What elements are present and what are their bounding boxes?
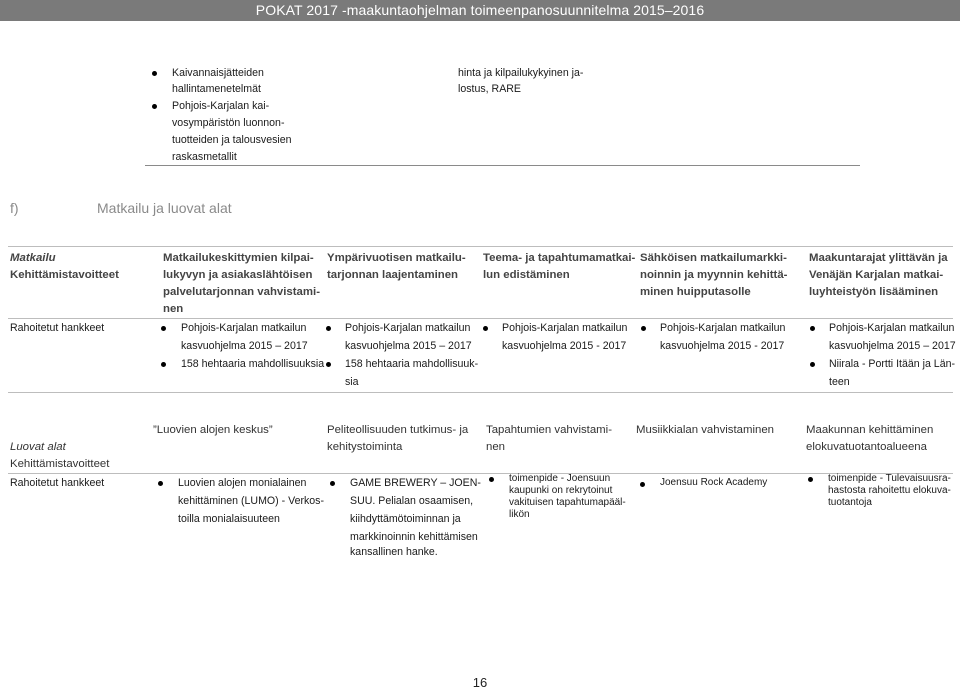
goal-line: Musiikkialan vahvistaminen <box>636 424 775 436</box>
table-rule <box>8 246 953 247</box>
project-line: Pohjois-Karjalan matkailun <box>660 322 786 334</box>
funded-label: Rahoitetut hankkeet <box>10 322 105 334</box>
bullet <box>152 104 157 109</box>
bullet <box>641 326 646 331</box>
divider <box>145 165 860 166</box>
project-line: SUU. Pelialan osaamisen, <box>350 495 474 507</box>
project-line: toimenpide - Tulevaisuusra- <box>828 473 951 484</box>
row-subtitle: Kehittämistavoitteet <box>10 458 110 470</box>
bullet <box>810 326 815 331</box>
goal-line: tarjonnan laajentaminen <box>327 269 459 281</box>
top-left-item-line: hallintamenetelmät <box>172 83 261 95</box>
top-left-item-line: tuotteiden ja talousvesien <box>172 134 292 146</box>
project-line: GAME BREWERY – JOEN- <box>350 477 481 489</box>
goal-line: Maakunnan kehittäminen <box>806 424 934 436</box>
page-number: 16 <box>472 675 488 688</box>
project-line: Pohjois-Karjalan matkailun <box>181 322 307 334</box>
goal-line: Sähköisen matkailumarkki- <box>640 252 787 264</box>
project-line: 158 hehtaaria mahdollisuuk- <box>345 358 479 370</box>
goal-line: noinnin ja myynnin kehittä- <box>640 269 788 281</box>
project-line: teen <box>829 376 850 388</box>
project-line: Pohjois-Karjalan matkailun <box>345 322 471 334</box>
goal-line: nen <box>163 303 184 315</box>
goal-line: Maakuntarajat ylittävän ja <box>809 252 948 264</box>
bullet <box>161 362 166 367</box>
project-line: toilla monialaisuuteen <box>178 513 280 525</box>
bullet <box>158 481 163 486</box>
goal-line: luyhteistyön lisääminen <box>809 286 939 298</box>
project-line: Luovien alojen monialainen <box>178 477 307 489</box>
top-right-line: lostus, RARE <box>458 83 521 95</box>
goal-line: Teema- ja tapahtumamatkai- <box>483 252 636 264</box>
bullet <box>330 481 335 486</box>
top-left-item-line: raskasmetallit <box>172 151 237 163</box>
project-line: Pohjois-Karjalan matkailun <box>502 322 628 334</box>
table-rule <box>8 318 953 319</box>
goal-line: Venäjän Karjalan matkai- <box>809 269 944 281</box>
goal-line: minen huipputasolle <box>640 286 751 298</box>
goal-line: ”Luovien alojen keskus” <box>153 424 273 436</box>
table-rule <box>8 473 953 474</box>
goal-line: kehitystoiminta <box>327 441 403 453</box>
project-line: toimenpide - Joensuun <box>509 473 611 484</box>
row-subtitle: Kehittämistavoitteet <box>10 269 119 281</box>
project-line: kasvuohjelma 2015 - 2017 <box>502 340 627 352</box>
project-line: Joensuu Rock Academy <box>660 477 768 488</box>
bullet <box>326 362 331 367</box>
project-line: kasvuohjelma 2015 – 2017 <box>829 340 956 352</box>
bullet <box>326 326 331 331</box>
project-line: kasvuohjelma 2015 - 2017 <box>660 340 785 352</box>
bullet <box>152 71 157 76</box>
goal-line: Matkailukeskittymien kilpai- <box>163 252 314 264</box>
goal-line: Tapahtumien vahvistami- <box>486 424 612 436</box>
project-line: kasvuohjelma 2015 – 2017 <box>181 340 308 352</box>
bullet <box>483 326 488 331</box>
goal-line: nen <box>486 441 506 453</box>
bullet <box>489 477 494 482</box>
goal-line: palvelutarjonnan vahvistami- <box>163 286 320 298</box>
goal-line: Ympärivuotisen matkailu- <box>327 252 466 264</box>
goal-line: Peliteollisuuden tutkimus- ja <box>327 424 469 436</box>
project-line: vakituisen tapahtumapääl- <box>509 497 626 508</box>
project-line: kansallinen hanke. <box>350 546 438 558</box>
project-line: kiihdyttämötoiminnan ja <box>350 513 461 525</box>
goal-line: lukyvyn ja asiakaslähtöisen <box>163 269 313 281</box>
bullet <box>161 326 166 331</box>
bullet <box>640 482 645 487</box>
top-left-item-line: Kaivannaisjätteiden <box>172 67 264 79</box>
project-line: kehittäminen (LUMO) - Verkos- <box>178 495 324 507</box>
project-line: 158 hehtaaria mahdollisuuksia <box>181 358 325 370</box>
bullet <box>810 362 815 367</box>
project-line: sia <box>345 376 359 388</box>
project-line: likön <box>509 509 530 520</box>
table-rule <box>8 392 953 393</box>
section-label: f) <box>10 200 19 216</box>
top-right-line: hinta ja kilpailukykyinen ja- <box>458 67 584 79</box>
project-line: kasvuohjelma 2015 – 2017 <box>345 340 472 352</box>
row-title-luovat: Luovat alat <box>10 441 66 453</box>
section-title: Matkailu ja luovat alat <box>97 200 232 216</box>
project-line: hastosta rahoitettu elokuva- <box>828 485 951 496</box>
project-line: Pohjois-Karjalan matkailun <box>829 322 955 334</box>
funded-label: Rahoitetut hankkeet <box>10 477 105 489</box>
project-line: kaupunki on rekrytoinut <box>509 485 613 496</box>
project-line: Niirala - Portti Itään ja Län- <box>829 358 956 370</box>
top-left-item-line: Pohjois-Karjalan kai- <box>172 100 270 112</box>
bullet <box>808 477 813 482</box>
row-title-matkailu: Matkailu <box>10 252 56 264</box>
project-line: tuotantoja <box>828 497 872 508</box>
goal-line: lun edistäminen <box>483 269 570 281</box>
goal-line: elokuvatuotantoalueena <box>806 441 927 453</box>
top-left-item-line: vosympäristön luonnon- <box>172 117 285 129</box>
document-header-title: POKAT 2017 -maakuntaohjelman toimeenpanosuunnitelma 2015–2016 <box>255 2 705 18</box>
project-line: markkinoinnin kehittämisen <box>350 531 478 543</box>
